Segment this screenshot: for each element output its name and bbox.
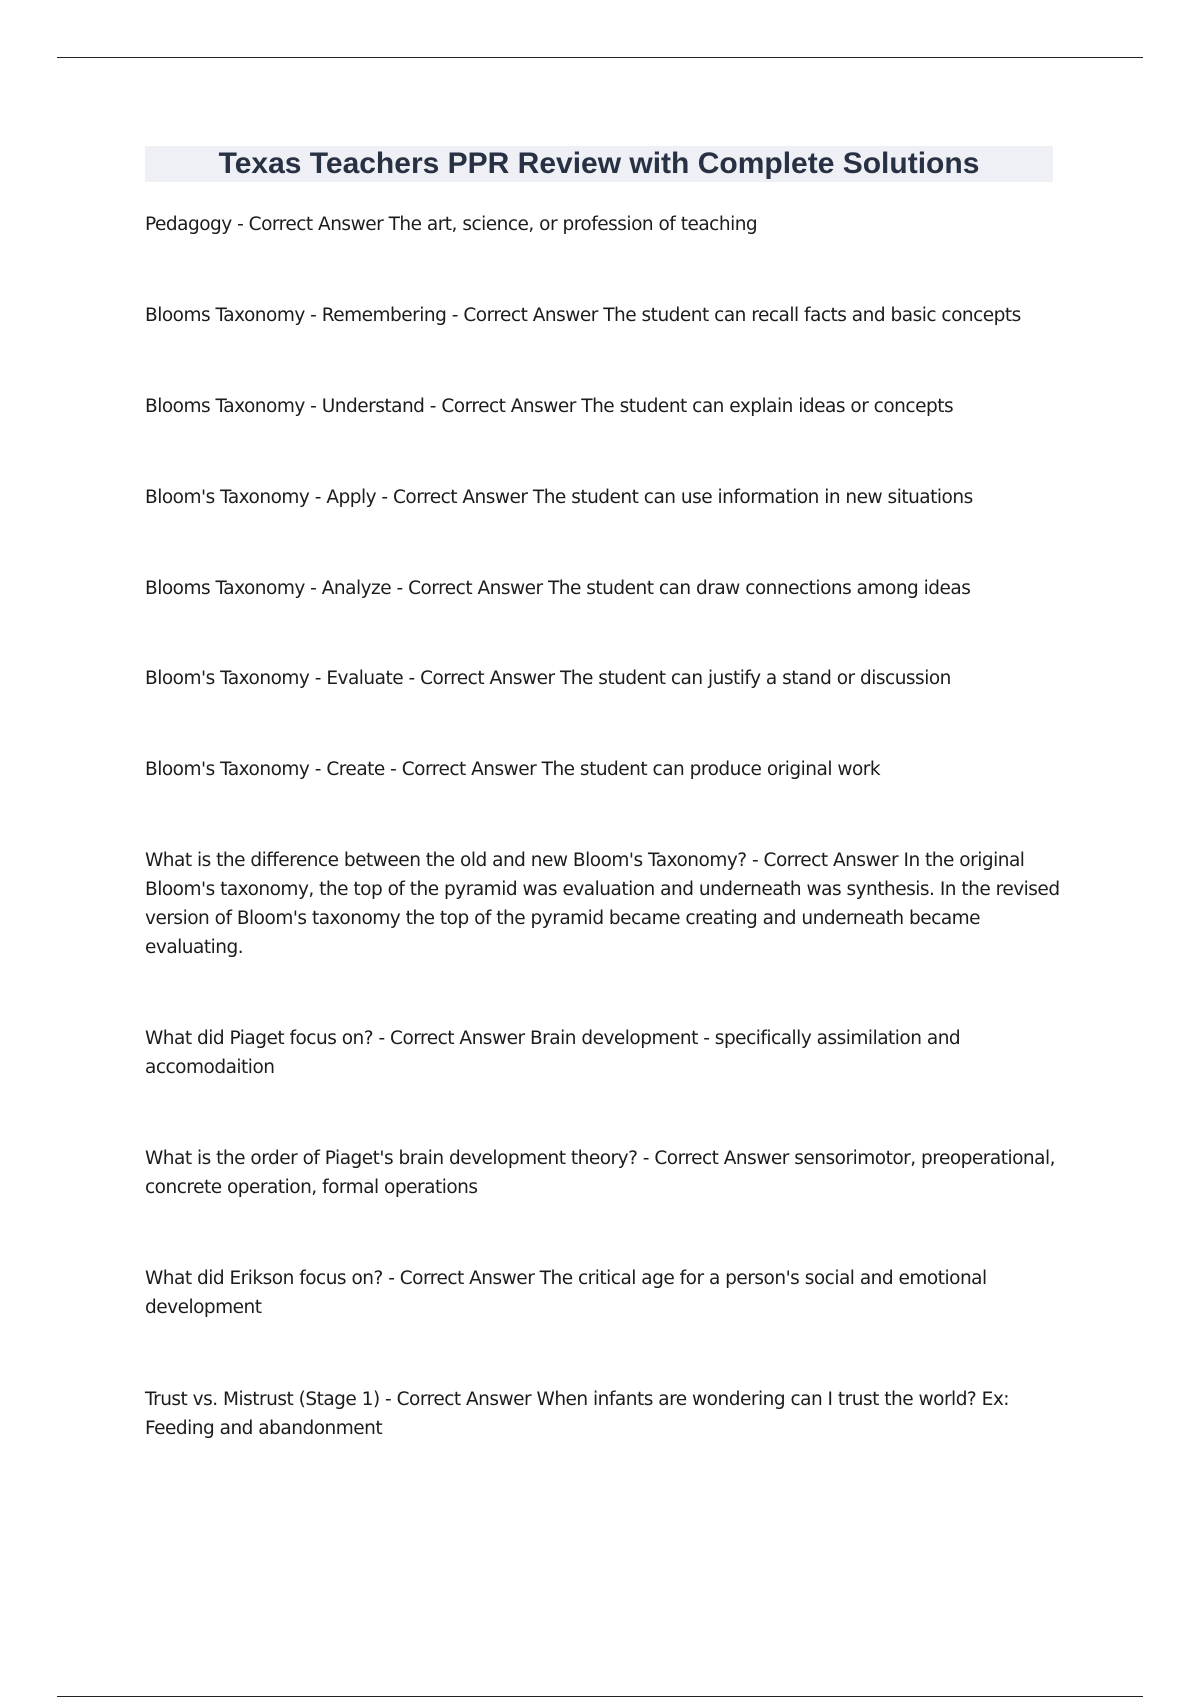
qa-entry-pedagogy: Pedagogy - Correct Answer The art, science, or profession of teaching <box>145 214 758 235</box>
bottom-divider <box>57 1696 1143 1697</box>
qa-entry-blooms-evaluate: Bloom's Taxonomy - Evaluate - Correct Answer The student can justify a stand or discussion <box>145 668 951 689</box>
qa-entry-erikson-focus: What did Erikson focus on? - Correct Answer The critical age for a person's social and emotional development <box>145 1268 987 1318</box>
qa-entry-blooms-create: Bloom's Taxonomy - Create - Correct Answer The student can produce original work <box>145 759 881 780</box>
qa-entry-blooms-analyze: Blooms Taxonomy - Analyze - Correct Answer The student can draw connections among ideas <box>145 578 971 599</box>
qa-entry-blooms-apply: Bloom's Taxonomy - Apply - Correct Answer The student can use information in new situations <box>145 487 973 508</box>
qa-entry-blooms-remembering: Blooms Taxonomy - Remembering - Correct Answer The student can recall facts and basic concepts <box>145 305 1021 326</box>
qa-entry-blooms-understand: Blooms Taxonomy - Understand - Correct Answer The student can explain ideas or concepts <box>145 396 954 417</box>
qa-entry-blooms-difference: What is the difference between the old and new Bloom's Taxonomy? - Correct Answer In the original Bloom's taxonomy, the top of the pyramid was evaluation and underneath was synthesis. In the revised version of Bloom's taxonomy the top of the pyramid became creating and underneath became evaluating. <box>145 850 1060 958</box>
qa-entry-piaget-order: What is the order of Piaget's brain development theory? - Correct Answer sensorimotor, preoperational, concrete operation, formal operations <box>145 1148 1056 1198</box>
top-divider <box>57 57 1143 58</box>
document-title: Texas Teachers PPR Review with Complete Solutions <box>218 147 980 180</box>
qa-entry-piaget-focus: What did Piaget focus on? - Correct Answer Brain development - specifically assimilation and accomodaition <box>145 1028 961 1078</box>
qa-entry-trust-vs-mistrust: Trust vs. Mistrust (Stage 1) - Correct Answer When infants are wondering can I trust the world? Ex: Feeding and abandonment <box>145 1389 1010 1439</box>
